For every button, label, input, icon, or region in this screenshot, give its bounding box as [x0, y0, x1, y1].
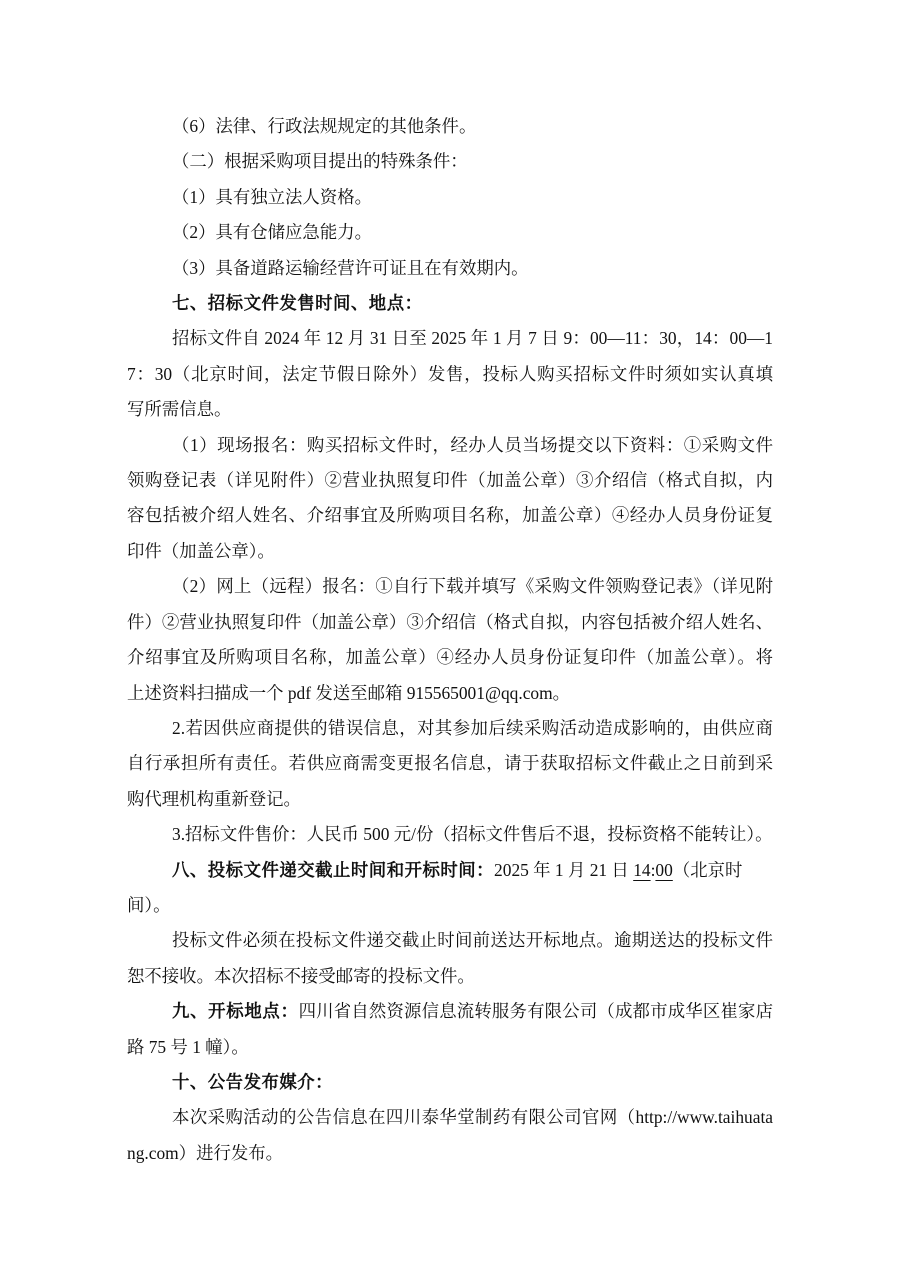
text-line	[127, 144, 773, 179]
paragraph	[127, 817, 773, 852]
text-segment: （北京时间）。	[127, 859, 743, 915]
text-segment: 上述资料扫描成一个 pdf 发送至邮箱 915565001@qq.com。	[127, 682, 571, 703]
text-segment: :	[650, 859, 656, 880]
text-line	[127, 534, 773, 569]
underlined-value: 00	[655, 859, 673, 880]
underlined-value: 14	[633, 859, 651, 880]
text-line	[127, 498, 773, 533]
text-segment: 件）②营业执照复印件（加盖公章）③介绍信（格式自拟，内容包括被介绍人姓名、	[127, 611, 773, 632]
text-segment: （1）具有独立法人资格。	[172, 186, 372, 207]
text-segment: （2）具有仓储应急能力。	[172, 222, 372, 243]
text-line	[127, 357, 773, 392]
text-segment: （3）具备道路运输经营许可证且在有效期内。	[172, 257, 529, 278]
text-line	[127, 959, 773, 994]
paragraph	[127, 109, 773, 144]
paragraph	[127, 428, 773, 570]
paragraph	[127, 180, 773, 215]
paragraph	[127, 853, 773, 924]
paragraph	[127, 251, 773, 286]
text-line	[127, 321, 773, 356]
text-line	[127, 711, 773, 746]
paragraph	[127, 286, 773, 321]
text-segment: （2）网上（远程）报名：①自行下载并填写《采购文件领购登记表》（详见附	[172, 576, 773, 597]
text-line	[127, 1100, 773, 1135]
paragraph	[127, 569, 773, 711]
section-heading-text: 八、投标文件递交截止时间和开标时间：	[172, 859, 495, 880]
text-line	[127, 782, 773, 817]
text-segment: 2.若因供应商提供的错误信息，对其参加后续采购活动造成影响的，由供应商	[172, 717, 773, 738]
text-line	[127, 1065, 773, 1100]
text-segment: 领购登记表（详见附件）②营业执照复印件（加盖公章）③介绍信（格式自拟，内	[127, 470, 773, 491]
text-segment: 路 75 号 1 幢）。	[127, 1036, 249, 1057]
section-heading-text: 九、开标地点：	[172, 1001, 299, 1022]
text-line	[127, 463, 773, 498]
text-line	[127, 746, 773, 781]
paragraph	[127, 923, 773, 994]
text-segment: ng.com）进行发布。	[127, 1142, 284, 1163]
section-heading-text: 十、公告发布媒介：	[172, 1071, 334, 1092]
text-segment: 恕不接收。本次招标不接受邮寄的投标文件。	[127, 965, 475, 986]
text-segment: 写所需信息。	[127, 399, 232, 420]
text-line	[127, 817, 773, 852]
text-segment: 2025 年 1 月 21 日	[494, 859, 634, 880]
text-segment: 招标文件自 2024 年 12 月 31 日至 2025 年 1 月 7 日 9：00—11：30，14：00—1	[172, 328, 773, 349]
paragraph	[127, 1065, 773, 1100]
text-line	[127, 428, 773, 463]
text-line	[127, 215, 773, 250]
text-segment: 四川省自然资源信息流转服务有限公司（成都市成华区崔家店	[298, 1001, 773, 1022]
section-heading-text: 七、招标文件发售时间、地点：	[172, 293, 423, 314]
text-segment: 7：30（北京时间，法定节假日除外）发售，投标人购买招标文件时须如实认真填	[127, 363, 773, 384]
paragraph	[127, 144, 773, 179]
text-segment: 3.招标文件售价：人民币 500 元/份（招标文件售后不退，投标资格不能转让）。	[172, 824, 773, 845]
text-line	[127, 1030, 773, 1065]
text-line	[127, 251, 773, 286]
text-line	[127, 676, 773, 711]
text-line	[127, 569, 773, 604]
paragraph	[127, 994, 773, 1065]
paragraph	[127, 321, 773, 427]
text-segment: 购代理机构重新登记。	[127, 788, 301, 809]
text-segment: （二）根据采购项目提出的特殊条件：	[172, 151, 468, 172]
text-segment: （6）法律、行政法规规定的其他条件。	[172, 116, 477, 136]
paragraph	[127, 711, 773, 817]
text-line	[127, 1136, 773, 1171]
text-segment: （1）现场报名：购买招标文件时，经办人员当场提交以下资料：①采购文件	[172, 434, 773, 455]
text-line	[127, 180, 773, 215]
text-line	[127, 994, 773, 1029]
text-line	[127, 853, 773, 924]
text-line	[127, 640, 773, 675]
text-line	[127, 605, 773, 640]
paragraph	[127, 1100, 773, 1171]
text-segment: 印件（加盖公章）。	[127, 540, 275, 561]
paragraph	[127, 215, 773, 250]
text-segment: 自行承担所有责任。若供应商需变更报名信息，请于获取招标文件截止之日前到采	[127, 753, 773, 774]
text-segment: 本次采购活动的公告信息在四川泰华堂制药有限公司官网（http://www.taihuata	[172, 1107, 773, 1128]
text-line	[127, 109, 773, 144]
text-line	[127, 286, 773, 321]
text-line	[127, 392, 773, 427]
text-line	[127, 923, 773, 958]
text-segment: 介绍事宜及所购项目名称，加盖公章）④经办人员身份证复印件（加盖公章）。将	[127, 647, 773, 668]
text-segment: 容包括被介绍人姓名、介绍事宜及所购项目名称，加盖公章）④经办人员身份证复	[127, 505, 773, 526]
text-segment: 投标文件必须在投标文件递交截止时间前送达开标地点。逾期送达的投标文件	[172, 930, 773, 951]
